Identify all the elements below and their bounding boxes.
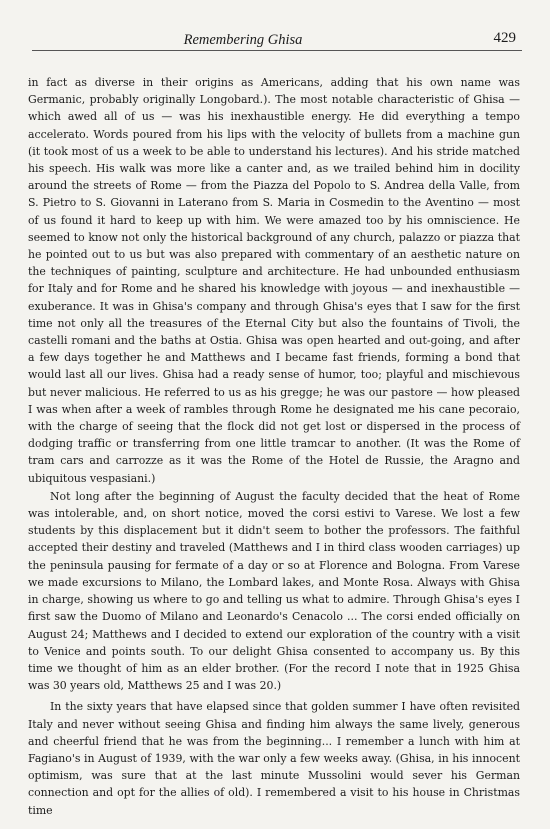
paragraph-1: in fact as diverse in their origins as Americans, adding that his own name was Germanic, probably originally Longobard.). The most notable characteristic of Ghisa — which awed all of us — was his inexhaustible energy. He did everything a tempo accelerato. Words poured from his lips with the velocity of bullets from a machine gun (it took most of us a week to be able to understand his lectures). And his stride matched his speech. His walk was more like a canter and, as we trailed behind him in docility around the streets of Rome — from the Piazza del Popolo to S. Andrea della Valle, from S. Pietro to S. Giovanni in Laterano from S. Maria in Cosmedin to the Aventino — most of us found it hard to keep up with him. We were amazed too by his omniscience. He seemed to know not only the historical background of any church, palazzo or piazza that he pointed out to us but was also prepared with commentary of an aesthetic nature on the techniques of painting, sculpture and architecture. He had unbounded enthusiasm for Italy and for Rome and he shared his knowledge with joyous — and inexhaustible — exuberance. It was in Ghisa's company and through Ghisa's eyes that I saw for the first time not only all the treasures of the Eternal City but also the fountains of Tivoli, the castelli romani and the baths at Ostia. Ghisa was open hearted and out-going, and after a few days together he and Matthews and I became fast friends, forming a bond that would last all our lives. Ghisa had a ready sense of humor, too; playful and mischievous but never malicious. He referred to us as his gregge; he was our pastore — how pleased I was when after a week of rambles through Rome he designated me his cane pecoraio, with the charge of seeing that the flock did not get lost or dispersed in the process of dodging traffic or transferring from one little tramcar to another. (It was the Rome of tram cars and carrozze as it was the Rome of the Hotel de Russie, the Aragno and ubiquitous vespasiani.) (28, 76, 520, 485)
paragraph-2: Not long after the beginning of August the faculty decided that the heat of Rome was intolerable, and, on short notice, moved the corsi estivi to Varese. We lost a few students by this displacement but it didn't seem to bother the professors. The faithful accepted their destiny and traveled (Matthews and I in third class wooden carriages) up the peninsula pausing for fermate of a day or so at Florence and Bologna. From Varese we made excursions to Milano, the Lombard lakes, and Monte Rosa. Always with Ghisa in charge, showing us where to go and telling us what to admire. Through Ghisa's eyes I first saw the Duomo of Milano and Leonardo's Cenacolo ... The corsi ended officially on August 24; Matthews and I decided to extend our exploration of the country with a visit to Venice and points south. To our delight Ghisa consented to accompany us. By this time we thought of him as an elder brother. (For the record I note that in 1925 Ghisa was 30 years old, Matthews 25 and I was 20.) (28, 489, 520, 693)
page-header (28, 30, 520, 54)
body-text (28, 74, 520, 819)
page-number: 429 (493, 30, 516, 46)
paragraph-gap (28, 694, 520, 697)
running-title: Remembering Ghisa (183, 32, 303, 48)
header-rule (32, 50, 522, 51)
paragraph-3: In the sixty years that have elapsed since that golden summer I have often revisited Italy and never without seeing Ghisa and finding him always the same lively, generous and cheerful friend that he was from the beginning... I remember a lunch with him at Fagiano's in August of 1939, with the war only a few weeks away. (Ghisa, in his innocent optimism, was sure that at the last minute Mussolini would sever his German connection and opt for the allies of old). I remembered a visit to his house in Christmas time (28, 700, 520, 817)
